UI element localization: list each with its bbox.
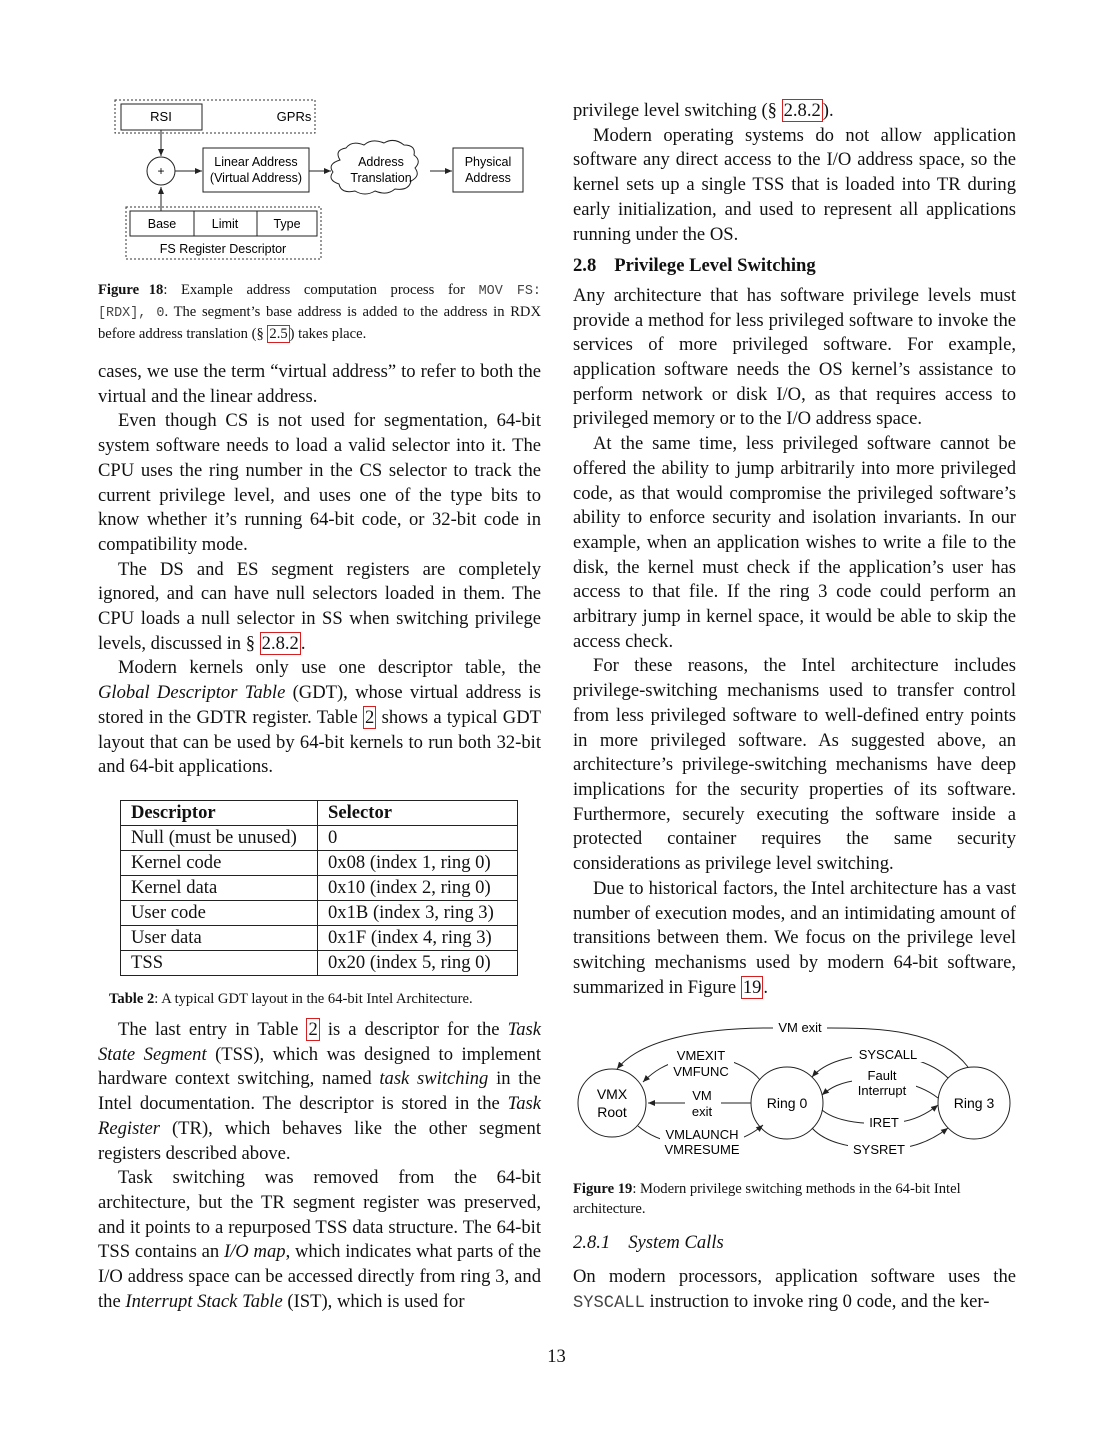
page-number: 13 — [547, 1346, 566, 1367]
table-row: TSS 0x20 (index 5, ring 0) — [121, 951, 518, 976]
table-row: Kernel data 0x10 (index 2, ring 0) — [121, 876, 518, 901]
linear-address-line2: (Virtual Address) — [209, 171, 303, 185]
section-number: 2.8 — [573, 255, 597, 277]
figure-18-caption-label: Figure 18 — [98, 282, 164, 298]
vmx-root-line1: VMX — [596, 1086, 628, 1102]
right-body-top — [573, 99, 1016, 1000]
fs-descriptor-label: FS Register Descriptor — [159, 242, 287, 256]
ref-table-2[interactable]: 2 — [365, 706, 375, 728]
vm-label: VM — [692, 1088, 712, 1103]
physical-line2: Address — [465, 171, 511, 185]
figure-19-caption-label: Figure 19 — [573, 1181, 633, 1197]
ref-figure-19[interactable]: 19 — [742, 976, 762, 998]
paragraph: The DS and ES segment registers are completely ignored, and can have null selectors loaded in them. The CPU loads a null selector in SS when switching privilege levels, discussed in § 2.8.2 . — [98, 558, 541, 654]
subsection-heading — [573, 1231, 724, 1256]
figure-19-diagram — [570, 1015, 1020, 1165]
subsection-number: 2.8.1 — [573, 1232, 611, 1253]
table-2-caption: Table 2: A typical GDT layout in the 64-bit Intel Architecture. — [109, 991, 473, 1007]
interrupt-label: Interrupt — [857, 1083, 907, 1098]
rsi-label: RSI — [150, 109, 172, 124]
ref-section-2-8-2[interactable]: 2.8.2 — [261, 632, 299, 654]
linear-address-line1: Linear Address — [214, 155, 298, 169]
translation-line1: Address — [358, 155, 404, 169]
paragraph: Even though CS is not used for segmentation, 64-bit system software needs to load a valid selector into it. The CPU uses the ring number in the CS selector to track the current privilege level, and uses one of the type bits to know whether it’s running 64-bit code, or 32-bit code in compatibility mode. — [98, 410, 541, 555]
paragraph: Due to historical factors, the Intel architecture has a vast number of execution modes, and an intimidating amount of transitions between them. We focus on the privilege level switching mechanisms used by modern 64-bit software, summarized in Figure 19 . — [573, 877, 1016, 998]
paragraph: Modern operating systems do not allow application software any direct access to the I/O address space, so the kernel sets up a single TSS that is loaded into TR during early initialization, and used to represent all applications running under the OS. — [573, 124, 1016, 245]
paragraph: cases, we use the term “virtual address” to refer to both the virtual and the linear address. — [98, 361, 541, 407]
translation-line2: Translation — [350, 171, 412, 185]
type-label: Type — [273, 217, 301, 231]
vmlaunch-label: VMLAUNCH — [665, 1127, 739, 1142]
gprs-label: GPRs — [276, 109, 312, 124]
syscall-code: SYSCALL — [573, 1293, 645, 1313]
paragraph: Modern kernels only use one descriptor table, the Global Descriptor Table (GDT), whose virtual address is stored in the GDTR register. Table 2 shows a typical GDT layout that can be used by 64-bit kernels to run both 32-bit and 64-bit applications. — [98, 657, 541, 778]
adder-plus: + — [157, 164, 165, 178]
ring-0-label: Ring 0 — [766, 1095, 808, 1111]
section-title: Privilege Level Switching — [614, 255, 816, 277]
table-row: Null (must be unused) 0 — [121, 826, 518, 851]
table-header-row — [121, 801, 518, 826]
paragraph: Task switching was removed from the 64-bit architecture, but the TR segment register was preserved, and it points to a repurposed TSS data structure. The 64-bit TSS contains an I/O map, which indicates what parts of the I/O address space can be accessed directly from ring 3, and the Interrupt Stack Table (IST), which is used for — [98, 1167, 542, 1312]
vmx-root-line2: Root — [597, 1104, 627, 1120]
figure-18-diagram — [110, 95, 530, 265]
paragraph: For these reasons, the Intel architecture includes privilege-switching mechanisms used to transfer control from less privileged software to well-defined entry points in more privileged software. As suggested above, an architecture’s privilege-switching mechanisms have deep implications for the security properties of its software. Furthermore, securely executing the software inside a protected container requires the same security considerations as privilege level switching. — [573, 655, 1016, 875]
vmfunc-label: VMFUNC — [673, 1064, 729, 1079]
figure-18-code: MOV FS:[RDX], 0 — [98, 284, 541, 321]
left-body-top — [98, 360, 541, 780]
ref-section-2-5[interactable]: 2.5 — [269, 326, 288, 342]
right-body-bottom — [573, 1265, 1016, 1316]
table-row: User data 0x1F (index 4, ring 3) — [121, 926, 518, 951]
paragraph: On modern processors, application software uses the SYSCALL instruction to invoke ring 0 code, and the ker- — [573, 1266, 1016, 1313]
syscall-label: SYSCALL — [858, 1047, 918, 1062]
subsection-title: System Calls — [628, 1232, 724, 1253]
table-row: User code 0x1B (index 3, ring 3) — [121, 901, 518, 926]
exit-label: exit — [691, 1104, 713, 1119]
table-header: Descriptor — [121, 801, 318, 826]
sysret-label: SYSRET — [852, 1142, 906, 1157]
figure-19-caption: Figure 19: Modern privilege switching methods in the 64-bit Intel architecture. — [573, 1181, 961, 1217]
table-header: Selector — [318, 801, 518, 826]
section-heading — [573, 254, 1016, 279]
ring-3-label: Ring 3 — [953, 1095, 995, 1111]
figure-18-caption: Figure 18: Example address computation process for MOV FS:[RDX], 0. The segment’s base address is added to the address in RDX before address translation (§ 2.5 ) takes place. — [98, 282, 542, 342]
paragraph: privilege level switching (§ 2.8.2 ). — [573, 100, 834, 121]
ref-table-2[interactable]: 2 — [308, 1019, 318, 1040]
vmx-root-node — [578, 1069, 646, 1137]
vmexit-label: VMEXIT — [676, 1048, 726, 1063]
paragraph: At the same time, less privileged software cannot be offered the ability to jump arbitrarily into more privileged code, as that would compromise the privileged software’s ability to enforce security and isolation invariants. In our example, when an application wishes to write a file to the disk, the kernel must check if the application’s user has access to that file. If the ring 3 code could perform an arbitrary jump in kernel space, it would be able to skip the access check. — [573, 433, 1016, 652]
vm-exit-top-label: VM exit — [778, 1020, 822, 1035]
iret-label: IRET — [869, 1115, 899, 1130]
physical-line1: Physical — [464, 155, 512, 169]
vmresume-label: VMRESUME — [664, 1142, 740, 1157]
left-body-bottom — [98, 1018, 541, 1314]
paragraph: The last entry in Table 2 is a descriptor for the Task State Segment (TSS), which was designed to implement hardware context switching, named task switching in the Intel documentation. The descriptor is stored in the Task Register (TR), which behaves like the other segment registers described above. — [98, 1019, 541, 1164]
table-2-caption-label: Table 2 — [109, 991, 155, 1007]
paragraph: Any architecture that has software privilege levels must provide a method for less privileged software to invoke the services of more privileged software. For example, application software needs the OS kernel’s assistance to perform network or disk I/O, as that requires access to privileged memory or to the I/O address space. — [573, 284, 1016, 430]
base-label: Base — [147, 217, 177, 231]
fault-label: Fault — [867, 1068, 897, 1083]
ref-section-2-8-2[interactable]: 2.8.2 — [783, 100, 821, 121]
gdt-table — [120, 800, 518, 976]
limit-label: Limit — [211, 217, 239, 231]
table-row: Kernel code 0x08 (index 1, ring 0) — [121, 851, 518, 876]
